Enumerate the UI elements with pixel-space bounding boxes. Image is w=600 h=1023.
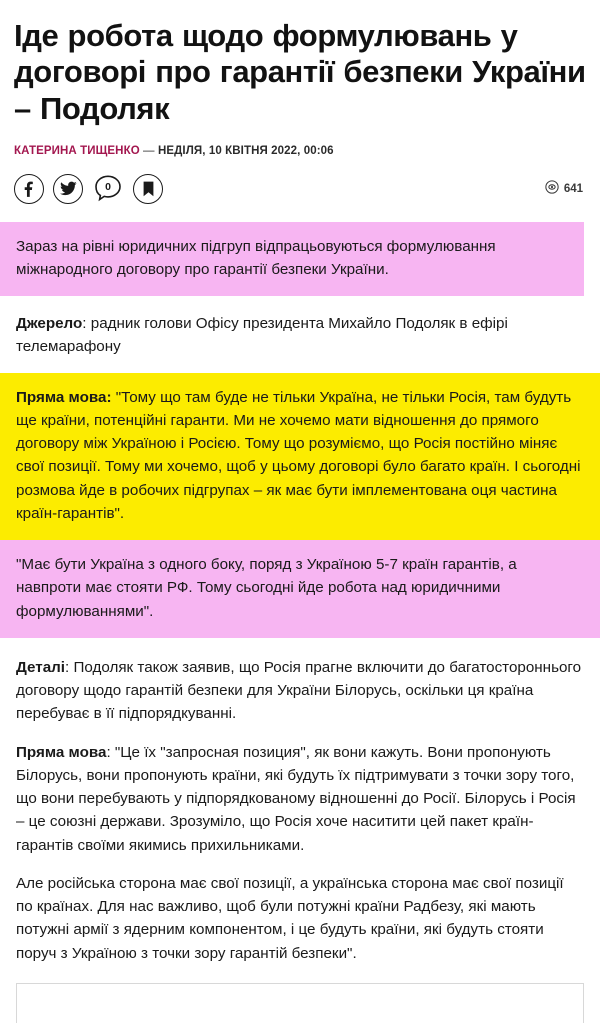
byline-author[interactable]: КАТЕРИНА ТИЩЕНКО xyxy=(14,144,140,157)
bookmark-button[interactable] xyxy=(133,174,163,204)
byline xyxy=(14,144,586,159)
embedded-widget-placeholder xyxy=(16,983,584,1023)
quote-text-2: "Має бути Україна з одного боку, поряд з Україною 5-7 країн гарантів, а навпроти має стояти РФ. Тому сьогодні йде робота над юридичними формулюваннями". xyxy=(16,556,517,620)
view-count-value: 641 xyxy=(563,182,583,195)
direct-speech-text-3: "Це їх "запросная позиция", як вони кажуть. Вони пропонують Білорусь, вони пропонують країни, які будуть їх підтримувати з точки зору того, що вони перебувають у підпорядкованому відношенні до Росії. Білорусь і Росія – це союзні держави. Зрозуміло, що Росія хоче наситити цей пакет країн-гарантів своїми якимись прихильниками. xyxy=(16,743,576,854)
direct-speech-text-4: Але російська сторона має свої позиції, а українська сторона має свої позиції по країнах. Для нас важливо, щоб були потужні країни Радбезу, які мають потужні армії з ядерним компонентом, і це будуть країни, які будуть стояти поруч з Україною з точки зору гарантій безпеки". xyxy=(16,874,564,962)
twitter-share-button[interactable] xyxy=(53,174,83,204)
view-counter xyxy=(545,180,586,197)
details-text: Подоляк також заявив, що Росія прагне включити до багатостороннього договору щодо гарантій безпеки для України Білорусь, оскільки ця країна перебуває в її підпорядкуванні. xyxy=(16,658,582,723)
lead-highlight-block xyxy=(0,222,584,297)
direct-speech-highlight-block-1 xyxy=(0,373,600,541)
spacer xyxy=(0,359,600,373)
spacer xyxy=(0,296,600,312)
facebook-share-button[interactable] xyxy=(14,174,44,204)
bookmark-icon xyxy=(142,181,155,197)
source-label-suffix: : xyxy=(82,315,87,333)
direct-speech-suffix-3: : xyxy=(106,743,111,761)
comment-count: 0 xyxy=(105,181,111,194)
source-paragraph xyxy=(0,312,600,359)
direct-speech-paragraph-4 xyxy=(0,872,600,965)
source-text: радник голови Офісу президента Михайло Подоляк в ефірі телемарафону xyxy=(16,315,508,356)
social-share-group xyxy=(14,173,163,205)
direct-speech-paragraph-3 xyxy=(0,741,600,857)
spacer xyxy=(0,638,600,656)
byline-separator: — xyxy=(143,144,155,157)
details-paragraph xyxy=(0,656,600,726)
direct-speech-label-3: Пряма мова xyxy=(16,743,107,761)
page-title: Іде робота щодо формулювань у договорі про гарантії безпеки України – Подоляк xyxy=(14,18,586,126)
details-label-suffix: : xyxy=(65,658,70,676)
details-label: Деталі xyxy=(16,658,66,676)
lead-text: Зараз на рівні юридичних підгруп відпрацьовуються формулювання міжнародного договору про гарантії безпеки України. xyxy=(16,237,496,278)
article-actions xyxy=(14,172,586,206)
article-body xyxy=(0,222,600,1023)
byline-date: НЕДІЛЯ, 10 КВІТНЯ 2022, 00:06 xyxy=(157,144,334,157)
comments-button[interactable] xyxy=(92,173,124,205)
facebook-icon xyxy=(21,181,37,197)
quote-highlight-block-2 xyxy=(0,540,600,638)
source-label: Джерело xyxy=(16,315,83,333)
twitter-icon xyxy=(60,181,77,196)
direct-speech-text-1: "Тому що там буде не тільки Україна, не тільки Росія, там будуть ще країни, потенційні гаранти. Ми не хочемо мати відношення до прямого договору між Україною і Росією. Тому що розуміємо, що Росія постійно міняє свої позиції. Тому ми хочемо, щоб у цьому договорі було багато країн. І сьогодні розмова йде в робочих підгрупах – як має бути імплементована оця частина країн-гарантів". xyxy=(16,388,581,522)
direct-speech-label-1: Пряма мова: xyxy=(16,388,112,406)
eye-icon xyxy=(545,180,559,197)
